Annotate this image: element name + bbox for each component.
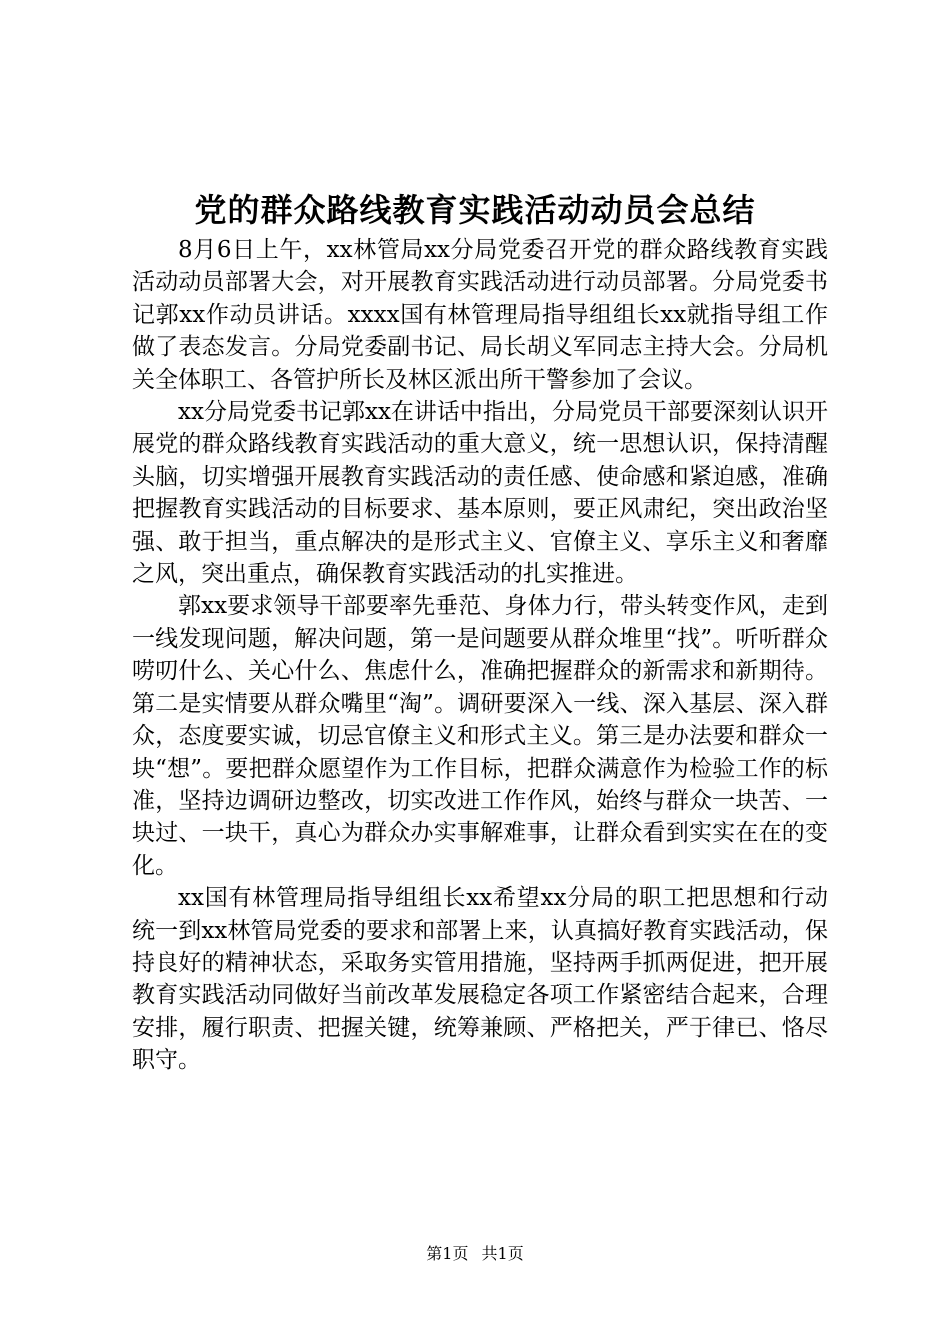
paragraph-1: 8月6日上午，xx林管局xx分局党委召开党的群众路线教育实践活动动员部署大会，对开展教育实践活动进行动员部署。分局党委书记郭xx作动员讲话。xxxx国有林管理局指导组组长xx就指导组工作做了表态发言。分局党委副书记、局长胡义军同志主持大会。分局机关全体职工、各管护所长及林区派出所干警参加了会议。 bbox=[132, 237, 828, 393]
paragraph-2: xx分局党委书记郭xx在讲话中指出，分局党员干部要深刻认识开展党的群众路线教育实践活动的重大意义，统一思想认识，保持清醒头脑，切实增强开展教育实践活动的责任感、使命感和紧迫感，准确把握教育实践活动的目标要求、基本原则，要正风肃纪，突出政治坚强、敢于担当，重点解决的是形式主义、官僚主义、享乐主义和奢靡之风，突出重点，确保教育实践活动的扎实推进。 bbox=[132, 399, 828, 588]
paragraph-3: 郭xx要求领导干部要率先垂范、身体力行，带头转变作风，走到一线发现问题，解决问题，第一是问题要从群众堆里“找”。听听群众唠叨什么、关心什么、焦虑什么，准确把握群众的新需求和新期待。第二是实情要从群众嘴里“淘”。调研要深入一线、深入基层、深入群众，态度要实诚，切忌官僚主义和形式主义。第三是办法要和群众一块“想”。要把群众愿望作为工作目标，把群众满意作为检验工作的标准，坚持边调研边整改，切实改进工作作风，始终与群众一块苦、一块过、一块干，真心为群众办实事解难事，让群众看到实实在在的变化。 bbox=[132, 593, 828, 879]
page-footer bbox=[0, 1244, 950, 1264]
page-number-current: 第1页 bbox=[426, 1244, 469, 1263]
paragraph-4: xx国有林管理局指导组组长xx希望xx分局的职工把思想和行动统一到xx林管局党委的要求和部署上来，认真搞好教育实践活动，保持良好的精神状态，采取务实管用措施，坚持两手抓两促进，把开展教育实践活动同做好当前改革发展稳定各项工作紧密结合起来，合理安排，履行职责、把握关键，统筹兼顾、严格把关，严于律已、恪尽职守。 bbox=[132, 885, 828, 1074]
document-title: 党的群众路线教育实践活动动员会总结 bbox=[194, 191, 756, 229]
document-body bbox=[132, 234, 828, 1077]
page-number-total: 共1页 bbox=[481, 1244, 524, 1263]
